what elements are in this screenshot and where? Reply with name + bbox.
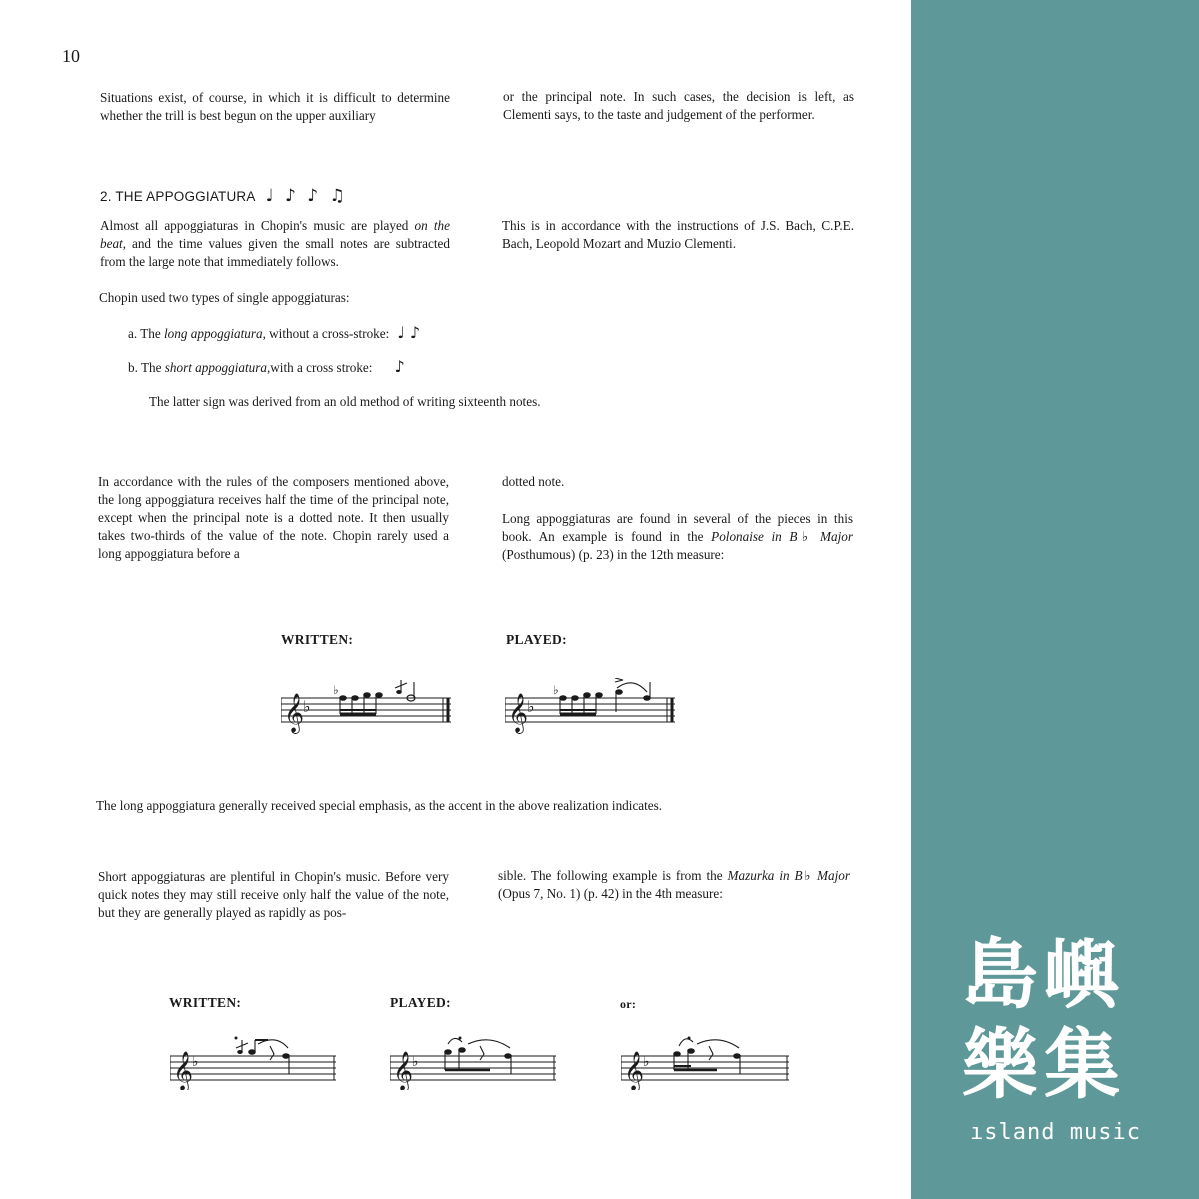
- mazurka-text-b: (Opus 7, No. 1) (p. 42) in the 4th measure:: [498, 886, 723, 901]
- paragraph-on-the-beat: [100, 217, 450, 271]
- intro-right-text: or the principal note. In such cases, the decision is left, as Clementi says, to the taste and judgement of the performer.: [503, 89, 854, 122]
- example2-written-label: WRITTEN:: [169, 995, 242, 1010]
- item-short-appoggiatura: [128, 358, 405, 377]
- paragraph-short-appoggiaturas: Short appoggiaturas are plentiful in Chopin's music. Before very quick notes they may still receive only half the value of the note, but they are generally played as rapidly as pos-: [98, 869, 449, 920]
- example2-played-staff: [390, 1034, 556, 1090]
- latter-sign-note: The latter sign was derived from an old method of writing sixteenth notes.: [149, 394, 541, 409]
- polonaise-text-a: Long appoggiaturas are found in several of the pieces in this book. An example is found in the: [502, 511, 853, 544]
- item-a-prefix: a. The: [128, 326, 165, 341]
- svg-text:𝄞: 𝄞: [173, 1051, 194, 1090]
- p1-left-emphasis: on the beat: [100, 218, 450, 251]
- island-music-logo: [962, 930, 1152, 1145]
- example1-played-staff: [505, 678, 675, 738]
- paragraph-polonaise-example: [502, 510, 853, 564]
- paragraph-mazurka-example: [498, 867, 850, 903]
- intro-left-text: Situations exist, of course, in which it is difficult to determine whether the trill is best begun on the upper auxiliary: [100, 90, 450, 123]
- example2-or-staff: [621, 1034, 789, 1090]
- svg-text:♭: ♭: [412, 1054, 419, 1070]
- note-values-icon: ♩ ♪ ♪ ♫: [265, 186, 348, 206]
- svg-text:♭: ♭: [527, 697, 535, 716]
- item-a-term: long appoggiatura: [164, 326, 263, 341]
- example2-written-staff: [170, 1034, 336, 1090]
- logo-chinese-text: 島嶼樂集: [962, 930, 1126, 1109]
- item-a-suffix: , without a cross-stroke:: [262, 326, 390, 341]
- example1-played-label: PLAYED:: [506, 632, 567, 647]
- polonaise-text-b: (Posthumous) (p. 23) in the 12th measure:: [502, 547, 725, 562]
- svg-text:𝄞: 𝄞: [508, 693, 529, 733]
- p1-left-b: , and the time values given the small notes are subtracted from the large note that immediately follows.: [100, 236, 450, 269]
- p1-left-a: Almost all appoggiaturas in Chopin's music are played: [100, 218, 415, 233]
- short-appoggiatura-icon: ♪: [394, 357, 405, 376]
- example1-written-label: WRITTEN:: [281, 632, 354, 647]
- paragraph-composer-rules: In accordance with the rules of the composers mentioned above, the long appoggiatura receives half the time of the principal note, except when the principal note is a dotted note. It then usually takes two-thirds of the value of the note. Chopin rarely used a long appoggiatura before a: [98, 474, 449, 561]
- item-b-term: short appoggiatura: [164, 360, 267, 375]
- mazurka-title: Mazurka in B♭ Major: [727, 868, 850, 883]
- item-b-suffix: ,with a cross stroke:: [266, 360, 373, 375]
- svg-text:♭: ♭: [643, 1054, 650, 1070]
- polonaise-title: Polonaise in B♭ Major: [711, 529, 853, 544]
- long-appoggiatura-icon: ♩ ♪: [397, 323, 421, 342]
- item-long-appoggiatura: [128, 324, 420, 343]
- section-heading-text: 2. THE APPOGGIATURA: [100, 189, 256, 204]
- example1-written-staff: [281, 678, 451, 738]
- item-b-prefix: b. The: [128, 360, 165, 375]
- emphasis-sentence: The long appoggiatura generally received special emphasis, as the accent in the above realization indicates.: [96, 798, 663, 813]
- types-intro: Chopin used two types of single appoggiaturas:: [99, 290, 350, 305]
- svg-text:𝄞: 𝄞: [624, 1051, 645, 1090]
- dotted-note-continuation: dotted note.: [502, 474, 565, 489]
- svg-text:𝄞: 𝄞: [393, 1051, 414, 1090]
- example2-played-label: PLAYED:: [390, 995, 451, 1010]
- svg-text:♭: ♭: [333, 683, 339, 697]
- paragraph-bach-instructions: This is in accordance with the instructions of J.S. Bach, C.P.E. Bach, Leopold Mozart and Muzio Clementi.: [502, 218, 854, 251]
- svg-text:♭: ♭: [192, 1054, 199, 1070]
- logo-english-text: ısland music: [970, 1120, 1141, 1145]
- section-heading: [100, 186, 348, 206]
- example2-or-label: or:: [620, 997, 637, 1011]
- svg-text:♭: ♭: [553, 683, 559, 697]
- mazurka-text-a: sible. The following example is from the: [498, 868, 728, 883]
- svg-text:𝄞: 𝄞: [284, 693, 305, 733]
- svg-text:♭: ♭: [303, 697, 311, 716]
- page-number: 10: [62, 46, 80, 66]
